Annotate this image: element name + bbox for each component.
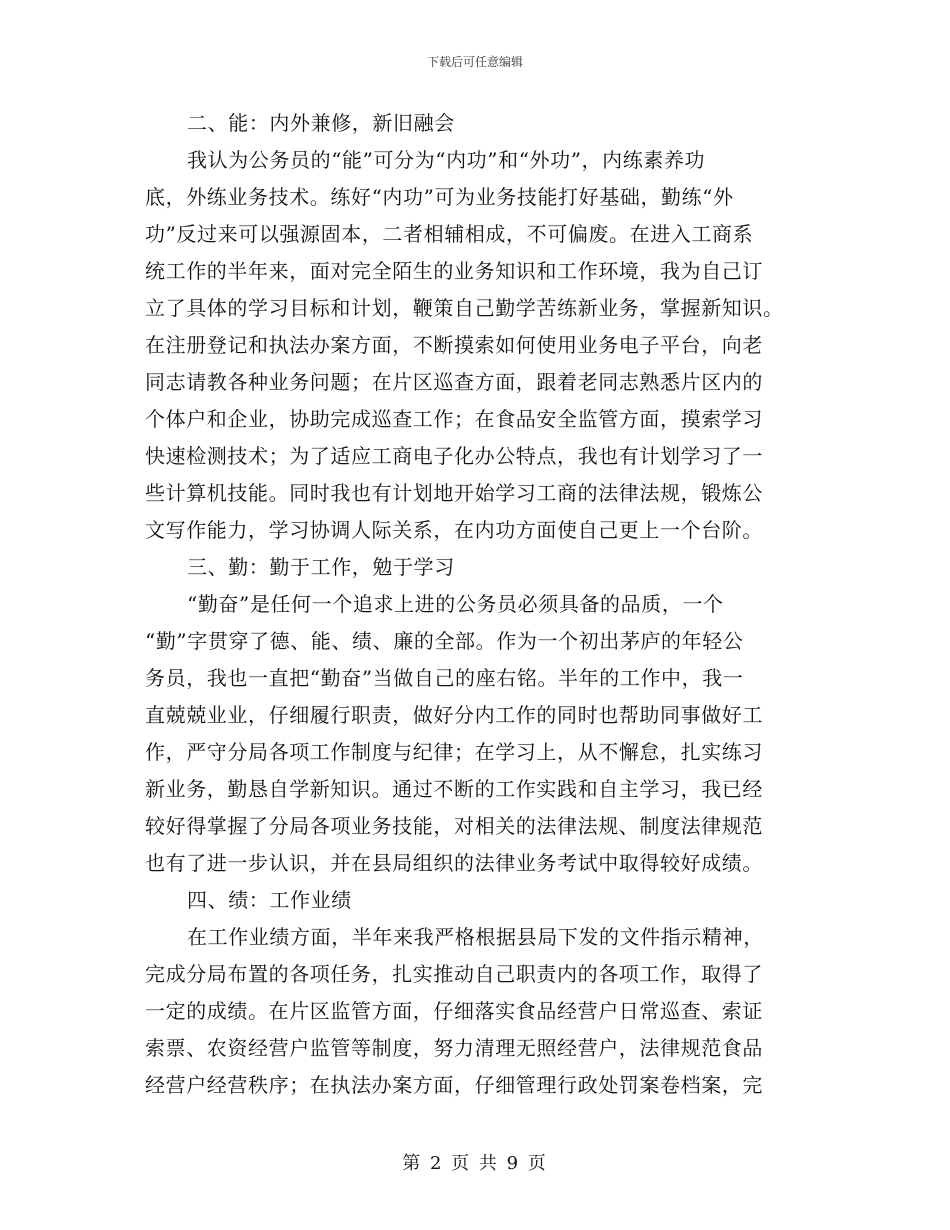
paragraph-line: “勤”字贯穿了德、能、绩、廉的全部。作为一个初出茅庐的年轻公 xyxy=(145,629,744,653)
paragraph-line: 直兢兢业业，仔细履行职责，做好分内工作的同时也帮助同事做好工 xyxy=(145,703,763,727)
paragraph-line: 完成分局布置的各项任务，扎实推动自己职责内的各项工作，取得了 xyxy=(145,962,763,986)
paragraph-line: 在工作业绩方面，半年来我严格根据县局下发的文件指示精神， xyxy=(187,925,764,949)
paragraph-line: 作，严守分局各项工作制度与纪律；在学习上，从不懈怠，扎实练习 xyxy=(145,740,763,764)
section-heading-ji: 四、绩：工作业绩 xyxy=(187,888,352,912)
paragraph-line: 经营户经营秩序；在执法办案方面，仔细管理行政处罚案卷档案，完 xyxy=(145,1073,763,1097)
section-heading-neng: 二、能：内外兼修，新旧融会 xyxy=(187,111,455,135)
paragraph-line: 些计算机技能。同时我也有计划地开始学习工商的法律法规，锻炼公 xyxy=(145,481,763,505)
paragraph-line: “勤奋”是任何一个追求上进的公务员必须具备的品质，一个 xyxy=(187,592,724,616)
paragraph-line: 也有了进一步认识，并在县局组织的法律业务考试中取得较好成绩。 xyxy=(145,851,763,875)
paragraph-line: 个体户和企业，协助完成巡查工作；在食品安全监管方面，摸索学习 xyxy=(145,407,763,431)
paragraph-line: 一定的成绩。在片区监管方面，仔细落实食品经营户日常巡查、索证 xyxy=(145,999,763,1023)
document-body xyxy=(145,105,805,1104)
paragraph-line: 统工作的半年来，面对完全陌生的业务知识和工作环境，我为自己订 xyxy=(145,259,763,283)
paragraph-line: 同志请教各种业务问题；在片区巡查方面，跟着老同志熟悉片区内的 xyxy=(145,370,763,394)
paragraph-line: 文写作能力，学习协调人际关系，在内功方面使自己更上一个台阶。 xyxy=(145,518,763,542)
paragraph-line: 新业务，勤恳自学新知识。通过不断的工作实践和自主学习，我已经 xyxy=(145,777,763,801)
paragraph-line: 快速检测技术；为了适应工商电子化办公特点，我也有计划学习了一 xyxy=(145,444,763,468)
paragraph-line: 立了具体的学习目标和计划，鞭策自己勤学苦练新业务，掌握新知识。 xyxy=(145,296,784,320)
paragraph-line: 较好得掌握了分局各项业务技能，对相关的法律法规、制度法律规范 xyxy=(145,814,763,838)
section-heading-qin: 三、勤：勤于工作，勉于学习 xyxy=(187,555,455,579)
paragraph-line: 在注册登记和执法办案方面，不断摸索如何使用业务电子平台，向老 xyxy=(145,333,763,357)
page-header: 下载后可任意编辑 xyxy=(426,55,523,69)
paragraph-line: 我认为公务员的“能”可分为“内功”和“外功”，内练素养功 xyxy=(187,148,706,172)
paragraph-line: 务员，我也一直把“勤奋”当做自己的座右铭。半年的工作中，我一 xyxy=(145,666,744,690)
paragraph-line: 索票、农资经营户监管等制度，努力清理无照经营户，法律规范食品 xyxy=(145,1036,763,1060)
page-number-footer: 第 2 页 共 9 页 xyxy=(402,1153,548,1174)
paragraph-line: 功”反过来可以强源固本，二者相辅相成，不可偏废。在进入工商系 xyxy=(145,222,754,246)
paragraph-line: 底，外练业务技术。练好“内功”可为业务技能打好基础，勤练“外 xyxy=(145,185,734,209)
